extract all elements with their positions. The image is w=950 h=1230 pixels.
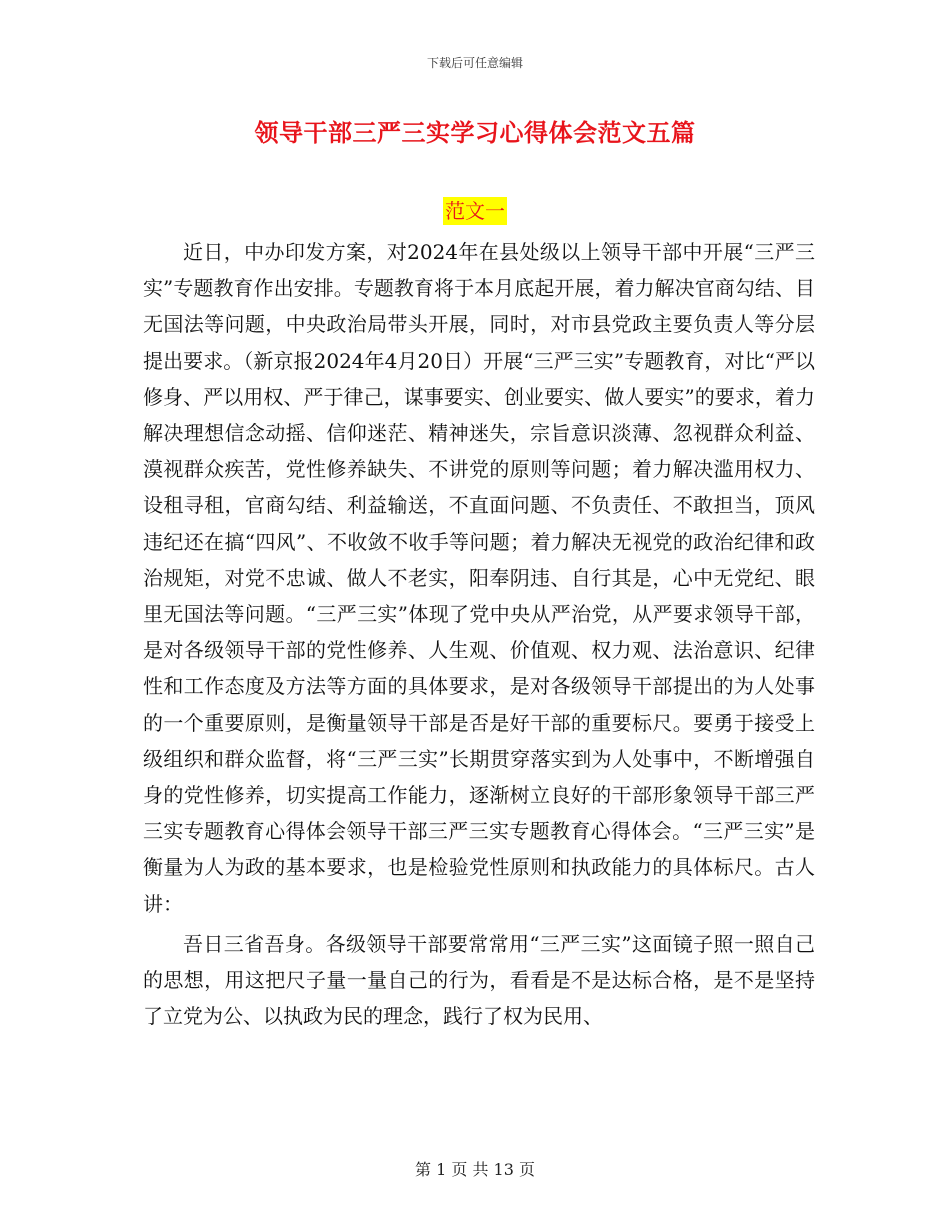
document-title: 领导干部三严三实学习心得体会范文五篇 [254, 118, 696, 147]
paragraph-1: 近日，中办印发方案，对2024年在县处级以上领导干部中开展“三严三实”专题教育作出安排。专题教育将于本月底起开展，着力解决官商勾结、目无国法等问题，中央政治局带头开展，同时，对市县党政主要负责人等分层提出要求。（新京报2024年4月20日）开展“三严三实”专题教育，对比“严以修身、严以用权、严于律己，谋事要实、创业要实、做人要实”的要求，着力解决理想信念动摇、信仰迷茫、精神迷失，宗旨意识淡薄、忽视群众利益、漠视群众疾苦，党性修养缺失、不讲党的原则等问题；着力解决滥用权力、设租寻租，官商勾结、利益输送，不直面问题、不负责任、不敢担当，顶风违纪还在搞“四风”、不收敛不收手等问题；着力解决无视党的政治纪律和政治规矩，对党不忠诚、做人不老实，阳奉阴违、自行其是，心中无党纪、眼里无国法等问题。“三严三实”体现了党中央从严治党，从严要求领导干部，是对各级领导干部的党性修养、人生观、价值观、权力观、法治意识、纪律性和工作态度及方法等方面的具体要求，是对各级领导干部提出的为人处事的一个重要原则，是衡量领导干部是否是好干部的重要标尺。要勇于接受上级组织和群众监督，将“三严三实”长期贯穿落实到为人处事中，不断增强自身的党性修养，切实提高工作能力，逐渐树立良好的干部形象领导干部三严三实专题教育心得体会领导干部三严三实专题教育心得体会。“三严三实”是衡量为人为政的基本要求，也是检验党性原则和执政能力的具体标尺。古人讲： [143, 240, 815, 916]
page-header-note: 下载后可任意编辑 [426, 56, 523, 70]
body-text [143, 234, 815, 1034]
section-title-wrapper [0, 197, 950, 225]
paragraph-2: 吾日三省吾身。各级领导干部要常常用“三严三实”这面镜子照一照自己的思想，用这把尺子量一量自己的行为，看看是不是达标合格，是不是坚持了立党为公、以执政为民的理念，践行了权为民用、 [143, 931, 815, 1029]
page-number-footer: 第 1 页 共 13 页 [415, 1160, 535, 1179]
section-title: 范文一 [445, 199, 505, 223]
